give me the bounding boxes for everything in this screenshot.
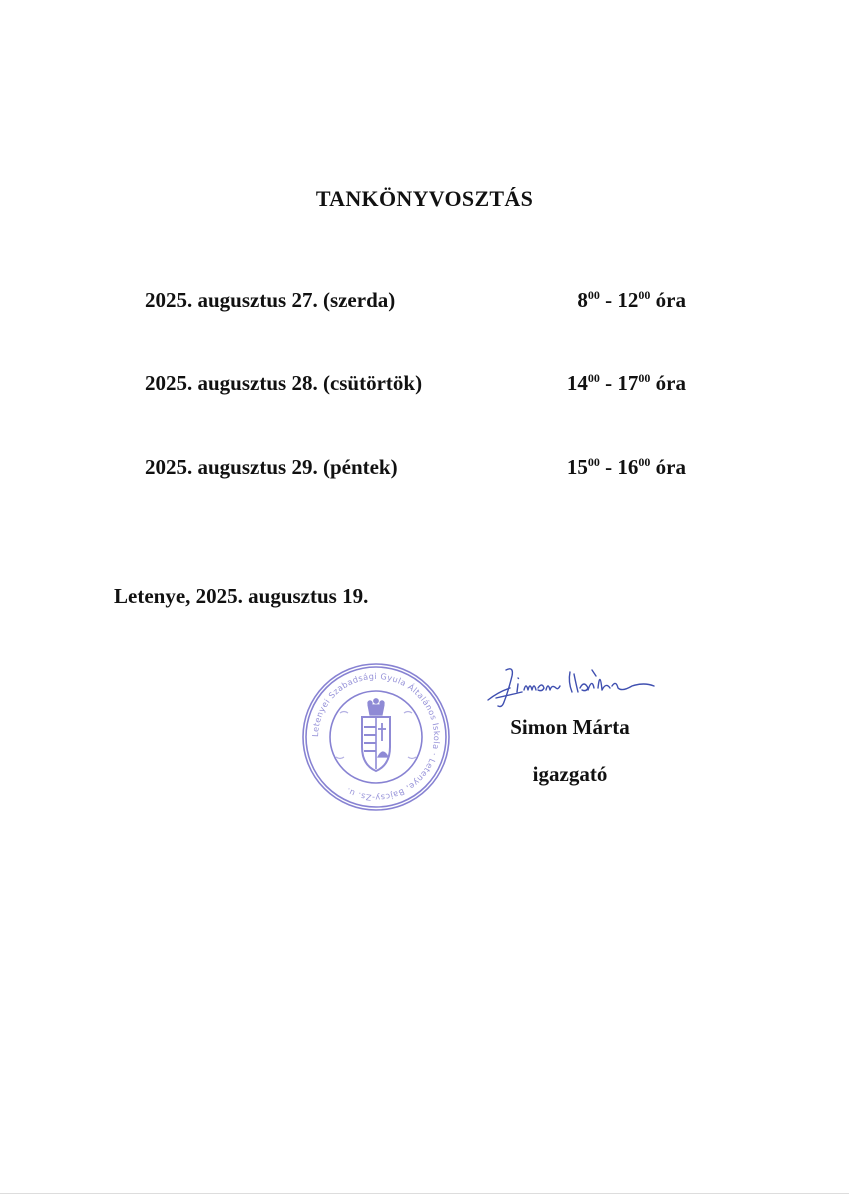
signer-name: Simon Márta: [510, 715, 630, 739]
schedule-row: [145, 371, 690, 401]
time-separator: -: [599, 371, 618, 395]
start-hour: 8: [577, 288, 588, 312]
end-hour: 12: [617, 288, 639, 312]
place-and-date: Letenye, 2025. augusztus 19.: [114, 584, 369, 608]
official-stamp-icon: [300, 661, 452, 813]
start-minute: 00: [587, 288, 600, 302]
start-minute: 00: [587, 371, 600, 385]
scan-edge-divider: [0, 1193, 849, 1194]
end-minute: 00: [638, 371, 651, 385]
handwritten-signature-icon: [484, 662, 669, 712]
time-unit: óra: [650, 288, 686, 312]
time-separator: -: [599, 455, 618, 479]
time-separator: -: [599, 288, 618, 312]
time-unit: óra: [650, 371, 686, 395]
end-minute: 00: [638, 455, 651, 469]
schedule-time: [577, 288, 686, 313]
schedule-date: 2025. augusztus 27. (szerda): [145, 288, 396, 312]
schedule-time: [567, 371, 686, 396]
schedule-date: 2025. augusztus 29. (péntek): [145, 455, 398, 479]
end-hour: 16: [617, 455, 639, 479]
schedule-row: [145, 455, 690, 485]
svg-text:Letenyei Szabadsági Gyula Álta: Letenyei Szabadsági Gyula Általános Iskola · Letenye, Bajcsy-Zs. u.: [309, 670, 443, 804]
start-minute: 00: [587, 455, 600, 469]
schedule-row: [145, 288, 690, 318]
end-hour: 17: [617, 371, 639, 395]
schedule-date: 2025. augusztus 28. (csütörtök): [145, 371, 423, 395]
document-title: TANKÖNYVOSZTÁS: [315, 186, 534, 211]
time-unit: óra: [650, 455, 686, 479]
end-minute: 00: [638, 288, 651, 302]
start-hour: 14: [566, 371, 588, 395]
start-hour: 15: [566, 455, 588, 479]
signer-role: igazgató: [532, 762, 608, 786]
schedule-time: [567, 455, 686, 480]
